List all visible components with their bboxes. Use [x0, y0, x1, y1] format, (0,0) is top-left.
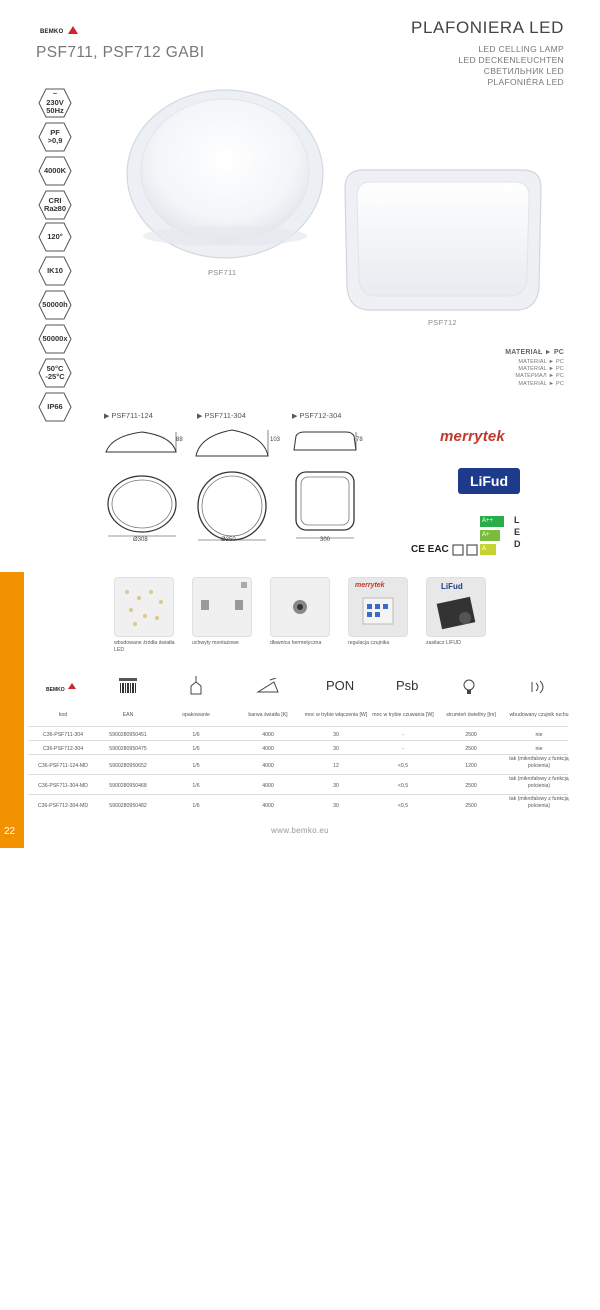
- feature-text: 4000K: [43, 165, 67, 175]
- lifud-mini-logo: LiFud: [441, 582, 463, 591]
- package-icon: [188, 676, 204, 696]
- table-cell: 30: [333, 746, 339, 752]
- drawing-diameter: Ø308: [133, 537, 148, 543]
- subtitle-line: LED DECKENLEUCHTEN: [458, 55, 564, 65]
- material-title: MATERIAŁ ► PC: [505, 349, 564, 356]
- lifetime-hours-icon: [38, 290, 72, 320]
- motion-sensor-icon: [530, 680, 550, 694]
- table-cell: 5900280950468: [109, 783, 147, 789]
- column-header: barwa światła [K]: [248, 712, 288, 718]
- column-header: moc w trybie czuwania [W]: [372, 712, 434, 718]
- table-cell: 1/6: [192, 803, 200, 809]
- material-line: MATERIÁL ► PC: [518, 380, 564, 387]
- psf712-304-drawing: [290, 426, 364, 546]
- row-divider: [28, 726, 568, 727]
- feature-text: >0,9: [47, 136, 63, 145]
- light-color-icon: [256, 678, 280, 694]
- ip-rating-icon: [38, 392, 72, 422]
- energy-class: A+: [480, 530, 500, 541]
- drawing-label: [104, 411, 153, 420]
- material-line: MATERIAL ► PC: [518, 366, 564, 373]
- psf712-caption: PSF712: [428, 318, 457, 327]
- section-label: OPRAWY: [6, 1271, 15, 1310]
- brand-logo-small: [46, 682, 74, 696]
- switching-cycles-icon: [38, 324, 72, 354]
- table-cell: 4000: [262, 783, 274, 789]
- table-cell: 4000: [262, 746, 274, 752]
- brand-logo-small-text: BEMKO: [46, 687, 65, 693]
- table-cell: 4000: [262, 803, 274, 809]
- subtitle-line: PLAFONIÉRA LED: [487, 77, 564, 87]
- power-standby-icon: [396, 678, 418, 693]
- row-divider: [28, 740, 568, 741]
- feature-text: IP66: [47, 401, 63, 411]
- row-divider: [28, 774, 568, 775]
- drawing-label: [292, 411, 341, 420]
- material-list: [515, 359, 564, 388]
- warranty-icon: [452, 544, 480, 556]
- table-row: [28, 776, 568, 796]
- table-cell: <0,5: [397, 783, 409, 789]
- feature-text: -25°C: [45, 372, 65, 381]
- row-divider: [28, 794, 568, 795]
- brand-logo-text: BEMKO: [40, 29, 64, 35]
- column-header: EAN: [122, 712, 134, 718]
- table-cell: tak (mikrofalowy z funkcją polcienia): [509, 776, 569, 789]
- thumb-caption: wbudowane źródła światła LED: [114, 640, 175, 653]
- energy-class: A: [480, 544, 496, 555]
- thumb-caption: uchwyty montażowe: [192, 640, 239, 646]
- column-header: strumień świetlny [lm]: [446, 712, 496, 718]
- row-divider: [28, 754, 568, 755]
- table-cell: C36-PSF712-304: [42, 746, 84, 752]
- material-line: МАТЕРИАЛ ► PC: [515, 373, 564, 380]
- feature-text: CRI: [48, 195, 62, 205]
- table-cell: nie: [535, 746, 543, 752]
- lifud-logo: LiFud: [458, 468, 520, 494]
- table-cell: -: [402, 732, 404, 738]
- subtitle-line: LED CELLING LAMP: [478, 44, 564, 54]
- feature-text: 50000x: [42, 333, 68, 343]
- table-cell: 12: [333, 763, 339, 769]
- footer-url: www.bemko.eu: [271, 826, 329, 835]
- brand-flag-icon: [68, 26, 78, 34]
- column-header: kod: [58, 712, 68, 718]
- energy-letter: D: [514, 539, 521, 549]
- table-cell: 5900280950475: [109, 746, 147, 752]
- thumb-lifud-driver: [426, 577, 486, 637]
- thumb-mounting-brackets: [192, 577, 252, 637]
- barcode-icon: [119, 678, 137, 694]
- table-cell: 1200: [465, 763, 477, 769]
- brand-logo: [38, 24, 78, 38]
- psf711-caption: PSF711: [208, 268, 237, 277]
- drawing-code: PSF711-124: [111, 411, 153, 420]
- table-cell: 4000: [262, 763, 274, 769]
- table-cell: C36-PSF712-304-MD: [37, 803, 89, 809]
- drawing-label: [197, 411, 246, 420]
- table-cell: 2500: [465, 803, 477, 809]
- table-cell: 5900280950451: [109, 732, 147, 738]
- power-factor-icon: [38, 122, 72, 152]
- material-line: MATERIAL ► PC: [518, 359, 564, 365]
- column-header: wbudowany czujnik ruchu: [509, 712, 569, 718]
- thumb-caption: regulacja czujnika: [348, 640, 390, 646]
- energy-class: A++: [480, 516, 504, 527]
- column-header: moc w trybie włączenia [W]: [304, 712, 368, 718]
- feature-text: Ra≥80: [43, 204, 67, 213]
- drawing-code: PSF712-304: [299, 411, 342, 420]
- table-cell: C36-PSF711-304: [43, 732, 83, 738]
- cri-icon: [38, 190, 72, 220]
- drawing-code: PSF711-304: [204, 411, 246, 420]
- psf712-square-lamp-image: [343, 168, 543, 318]
- temperature-range-icon: [38, 358, 72, 388]
- power-standby-symbol: Psb: [396, 678, 419, 693]
- table-cell: -: [402, 746, 404, 752]
- table-cell: 2500: [465, 732, 477, 738]
- subtitle-line: СВЕТИЛЬНИК LED: [483, 66, 564, 76]
- ac-power-icon: [38, 88, 72, 118]
- table-cell: 30: [333, 803, 339, 809]
- table-cell: 5900280950482: [109, 803, 147, 809]
- power-on-symbol: PON: [326, 678, 355, 693]
- merrytek-mini-logo: merrytek: [355, 582, 385, 589]
- table-cell: <0,5: [397, 803, 409, 809]
- table-cell: 2500: [465, 746, 477, 752]
- page-title: PLAFONIERA LED: [411, 18, 564, 37]
- subtitle-list: [458, 44, 564, 88]
- color-temperature-icon: [38, 156, 72, 186]
- column-header: opakowanie: [182, 712, 210, 718]
- table-cell: 1/6: [192, 732, 200, 738]
- drawing-height: 88: [176, 437, 183, 443]
- drawing-height: 78: [356, 437, 363, 443]
- play-triangle-icon: ▶: [197, 413, 205, 420]
- table-cell: tak (mikrofalowy z funkcją polcienia): [509, 756, 569, 769]
- table-cell: nie: [535, 732, 543, 738]
- brand-flag-icon: [68, 683, 76, 689]
- drawing-height: 103: [270, 437, 281, 443]
- table-cell: 2500: [465, 783, 477, 789]
- psf711-round-lamp-image: [125, 86, 325, 266]
- table-cell: 5900280950652: [109, 763, 147, 769]
- thumb-led-sources: [114, 577, 174, 637]
- feature-text: 50°C: [46, 363, 64, 373]
- psf711-124-drawing: [102, 426, 184, 546]
- play-triangle-icon: ▶: [292, 413, 300, 420]
- feature-text: 50000h: [42, 299, 68, 309]
- energy-led-letters: [514, 514, 521, 550]
- thumb-caption: dławnica hermetyczna: [270, 640, 322, 646]
- play-triangle-icon: ▶: [104, 413, 112, 420]
- table-cell: 30: [333, 732, 339, 738]
- thumb-cable-gland: [270, 577, 330, 637]
- table-cell: 1/5: [192, 763, 200, 769]
- feature-text: 230V: [46, 97, 64, 107]
- table-cell: 30: [333, 783, 339, 789]
- table-cell: tak (mikrofalowy z funkcją polcienia): [509, 796, 569, 809]
- feature-text: PF: [50, 127, 60, 137]
- section-sidebar: [0, 572, 24, 1310]
- table-cell: C36-PSF711-124-MD: [38, 763, 88, 769]
- thumb-sensor-adjustment: [348, 577, 408, 637]
- impact-hammer-icon: [38, 256, 72, 286]
- energy-letter: E: [514, 527, 521, 537]
- table-row: [28, 796, 568, 816]
- product-name: PSF711, PSF712 GABI: [36, 44, 205, 61]
- table-cell: <0,5: [397, 763, 409, 769]
- beam-angle-icon: [38, 222, 72, 252]
- feature-text: 120°: [47, 231, 63, 241]
- feature-text: 50Hz: [46, 106, 64, 116]
- power-on-icon: [326, 678, 354, 693]
- table-cell: 1/6: [192, 746, 200, 752]
- table-cell: C36-PSF711-304-MD: [38, 783, 88, 789]
- thumb-caption: zasilacz LIFUD: [426, 640, 461, 646]
- energy-label: [480, 516, 526, 562]
- drawing-diameter: 300: [320, 537, 331, 543]
- certification-marks: CE EAC: [411, 544, 449, 555]
- energy-letter: L: [514, 515, 520, 525]
- page-number: 22: [4, 826, 16, 837]
- drawing-diameter: Ø350: [221, 537, 236, 543]
- feature-text: IK10: [47, 265, 63, 275]
- table-row: [28, 756, 568, 776]
- luminous-flux-icon: [461, 676, 477, 696]
- psf711-304-drawing: [192, 426, 272, 546]
- table-cell: 1/6: [192, 783, 200, 789]
- table-cell: 4000: [262, 732, 274, 738]
- feature-text: ~: [52, 89, 58, 99]
- merrytek-logo: merrytek: [440, 428, 505, 445]
